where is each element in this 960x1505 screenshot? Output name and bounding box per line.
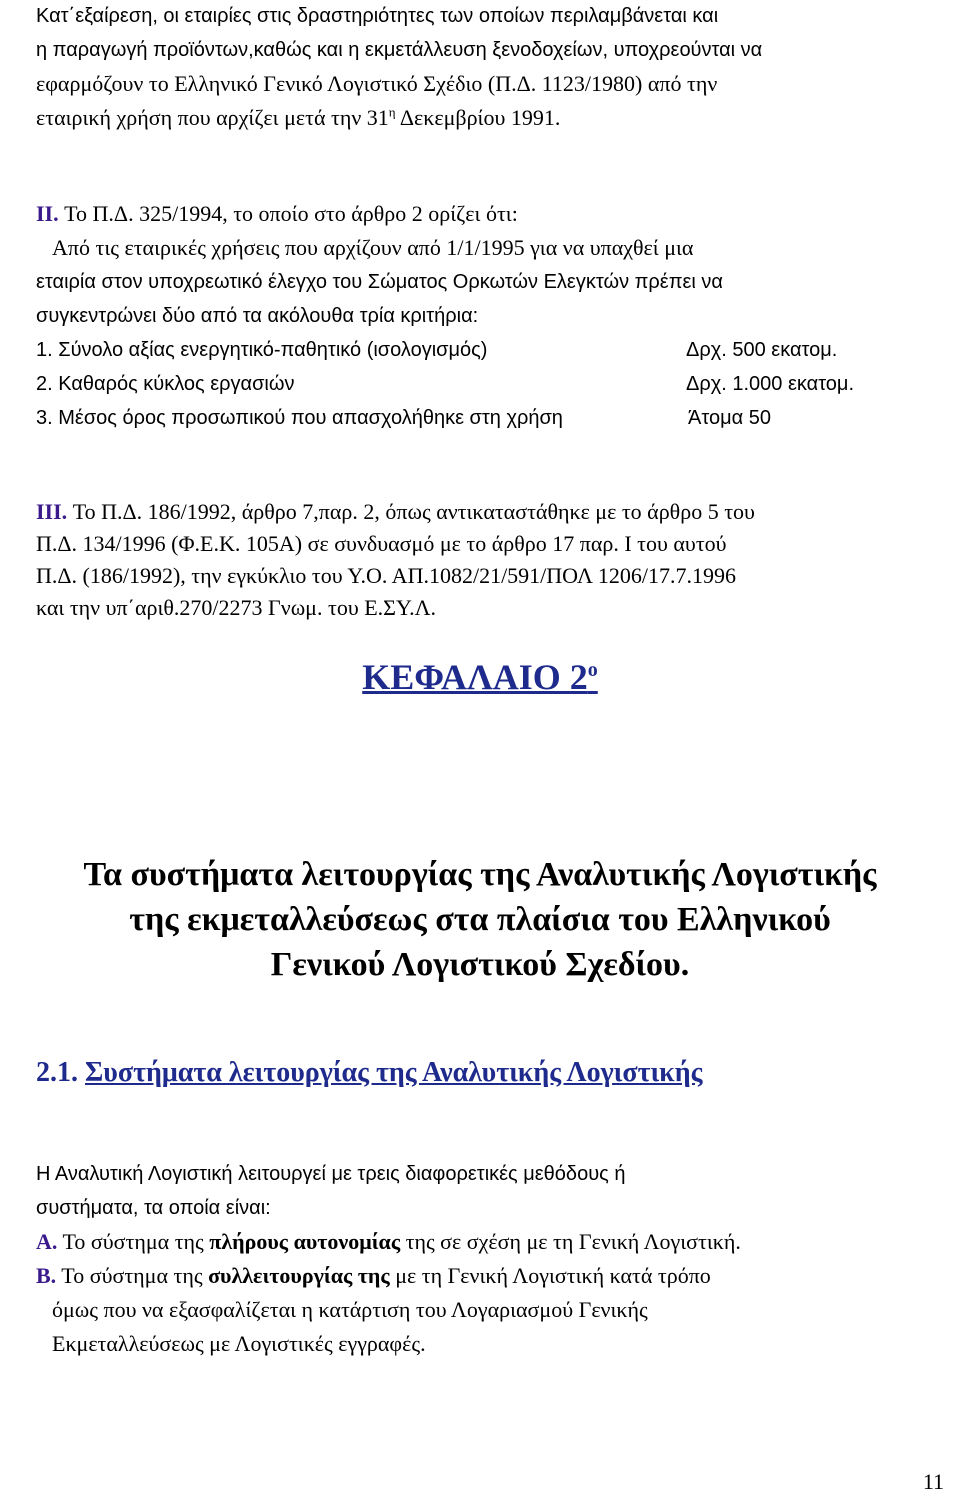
subsection-title: Συστήματα λειτουργίας της Αναλυτικής Λογιστικής — [85, 1057, 703, 1088]
main-title-line-3: Γενικού Λογιστικού Σχεδίου. — [270, 946, 690, 983]
section-3-number: III. — [36, 499, 68, 524]
list-item-b-line-3: Εκμεταλλεύσεως με Λογιστικές εγγραφές. — [52, 1331, 426, 1356]
subsection-heading — [36, 1055, 702, 1091]
section-2-heading-text: Το Π.Δ. 325/1994, το οποίο στο άρθρο 2 ορίζει ότι: — [58, 201, 518, 226]
section-2-line-1: Από τις εταιρικές χρήσεις που αρχίζουν από 1/1/1995 για να υπαχθεί μια — [52, 235, 694, 260]
chapter-superscript: ο — [587, 659, 598, 681]
section-3-line-3: Π.Δ. (186/1992), την εγκύκλιο του Υ.Ο. ΑΠ.1082/21/591/ΠΟΛ 1206/17.7.1996 — [36, 563, 737, 588]
criterion-row — [36, 404, 771, 432]
body-line-2: συστήματα, τα οποία είναι: — [36, 1197, 271, 1219]
section-3-heading — [36, 498, 755, 526]
page-number: 11 — [922, 1469, 944, 1494]
intro-line-4-text: εταιρική χρήση που αρχίζει μετά την 31 — [36, 105, 389, 130]
section-2-number: II. — [36, 201, 59, 226]
criterion-value: Άτομα 50 — [688, 407, 771, 429]
list-item-b-line-2: όμως που να εξασφαλίζεται η κατάρτιση του Λογαριασμού Γενικής — [52, 1297, 648, 1322]
section-2-line-3: συγκεντρώνει δύο από τα ακόλουθα τρία κριτήρια: — [36, 305, 479, 327]
subsection-number: 2.1. — [36, 1057, 78, 1088]
criterion-row — [36, 336, 838, 364]
list-item-a-bold: πλήρους αυτονομίας — [209, 1229, 401, 1254]
intro-line-2: η παραγωγή προϊόντων,καθώς και η εκμετάλλευση ξενοδοχείων, υποχρεούνται να — [36, 39, 763, 61]
list-item-b-post: με τη Γενική Λογιστική κατά τρόπο — [389, 1263, 711, 1288]
list-marker-b: Β. — [36, 1263, 57, 1288]
list-marker-a: Α. — [36, 1229, 58, 1254]
criterion-text: 2. Καθαρός κύκλος εργασιών — [36, 373, 295, 395]
criterion-text: 3. Μέσος όρος προσωπικού που απασχολήθηκε στη χρήση — [36, 407, 563, 429]
main-title-line-2: της εκμεταλλεύσεως στα πλαίσια του Ελληνικού — [129, 901, 831, 938]
intro-line-4-end: Δεκεμβρίου 1991. — [395, 105, 561, 130]
list-item-a — [36, 1228, 741, 1256]
intro-line-4 — [36, 104, 560, 132]
criterion-text: 1. Σύνολο αξίας ενεργητικό-παθητικό (ισολογισμός) — [36, 339, 488, 361]
chapter-title: ΚΕΦΑΛΑΙΟ 2 — [362, 657, 588, 697]
list-item-a-pre: Το σύστημα της — [57, 1229, 210, 1254]
list-item-b-bold: συλλειτουργίας της — [208, 1263, 390, 1288]
chapter-heading — [0, 655, 960, 699]
list-item-b-pre: Το σύστημα της — [56, 1263, 209, 1288]
criterion-value: Δρχ. 500 εκατομ. — [686, 339, 838, 361]
section-2-heading — [36, 200, 518, 228]
criterion-row — [36, 370, 855, 398]
section-3-line-4: και την υπ΄αριθ.270/2273 Γνωμ. του Ε.ΣΥ.Λ. — [36, 595, 437, 620]
criterion-value: Δρχ. 1.000 εκατομ. — [686, 373, 855, 395]
body-line-1: Η Αναλυτική Λογιστική λειτουργεί με τρεις διαφορετικές μεθόδους ή — [36, 1163, 626, 1185]
intro-superscript: η — [388, 104, 396, 120]
section-2-line-2: εταιρία στον υποχρεωτικό έλεγχο του Σώματος Ορκωτών Ελεγκτών πρέπει να — [36, 271, 723, 293]
section-3-line-1: Το Π.Δ. 186/1992, άρθρο 7,παρ. 2, όπως αντικαταστάθηκε με το άρθρο 5 του — [67, 499, 755, 524]
list-item-a-post: της σε σχέση με τη Γενική Λογιστική. — [400, 1229, 741, 1254]
main-title-line-1: Τα συστήματα λειτουργίας της Αναλυτικής Λογιστικής — [83, 856, 877, 893]
intro-line-3: εφαρμόζουν το Ελληνικό Γενικό Λογιστικό Σχέδιο (Π.Δ. 1123/1980) από την — [36, 71, 718, 96]
list-item-b — [36, 1262, 711, 1290]
section-3-line-2: Π.Δ. 134/1996 (Φ.Ε.Κ. 105Α) σε συνδυασμό με το άρθρο 17 παρ. Ι του αυτού — [36, 531, 727, 556]
intro-line-1: Κατ΄εξαίρεση, οι εταιρίες στις δραστηριότητες των οποίων περιλαμβάνεται και — [36, 5, 719, 27]
